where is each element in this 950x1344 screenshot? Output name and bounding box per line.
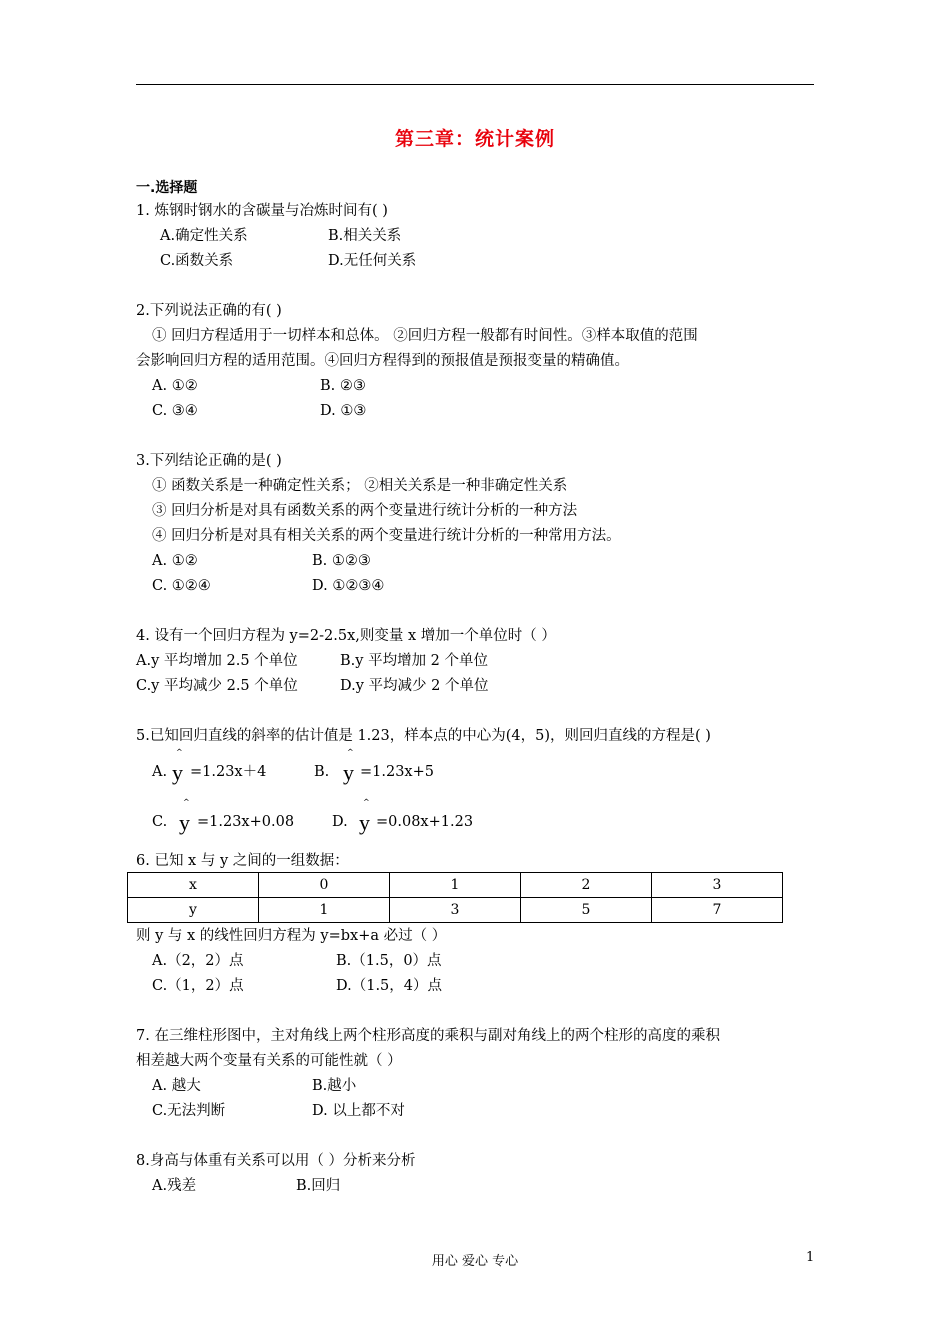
q7-line-2: 相差越大两个变量有关系的可能性就（ ） bbox=[136, 1053, 402, 1069]
q5-stem: 5.已知回归直线的斜率的估计值是 1.23，样本点的中心为(4，5)，则回归直线的方程是( ) bbox=[136, 728, 711, 744]
q2-line-1: ① 回归方程适用于一切样本和总体。 ②回归方程一般都有时间性。③样本取值的范围 bbox=[152, 328, 698, 344]
q4-option-d: D.y 平均减少 2 个单位 bbox=[340, 678, 489, 694]
q6-stem: 6. 已知 x 与 y 之间的一组数据： bbox=[136, 853, 349, 869]
q4-option-b: B.y 平均增加 2 个单位 bbox=[340, 653, 489, 669]
q2-option-a: A. ①② bbox=[152, 378, 198, 394]
q3-line-3: ④ 回归分析是对具有相关关系的两个变量进行统计分析的一种常用方法。 bbox=[152, 528, 621, 544]
q5-option-a-label: A. bbox=[152, 764, 168, 780]
page-title: 第三章：统计案例 bbox=[394, 128, 555, 150]
q4-stem: 4. 设有一个回归方程为 y=2-2.5x,则变量 x 增加一个单位时（ ） bbox=[136, 628, 556, 644]
q5-option-d-label: D. bbox=[332, 814, 348, 830]
q8-stem: 8.身高与体重有关系可以用（ ）分析来分析 bbox=[136, 1153, 416, 1169]
table-row bbox=[128, 898, 783, 923]
table-cell: 2 bbox=[521, 873, 652, 898]
q2-stem: 2.下列说法正确的有( ) bbox=[136, 303, 282, 319]
data-table bbox=[127, 872, 783, 923]
table-cell: 1 bbox=[259, 898, 390, 923]
table-cell: 5 bbox=[521, 898, 652, 923]
q7-option-d: D. 以上都不对 bbox=[312, 1103, 405, 1119]
hat-mark: ^ bbox=[363, 798, 370, 807]
table-cell: 1 bbox=[390, 873, 521, 898]
y-letter: y bbox=[172, 760, 183, 785]
q7-option-b: B.越小 bbox=[312, 1078, 357, 1094]
table-cell: 0 bbox=[259, 873, 390, 898]
q3-option-b: B. ①②③ bbox=[312, 553, 371, 569]
table-cell: y bbox=[128, 898, 259, 923]
q3-stem: 3.下列结论正确的是( ) bbox=[136, 453, 282, 469]
q3-line-1: ① 函数关系是一种确定性关系； ②相关关系是一种非确定性关系 bbox=[152, 478, 568, 494]
table-cell: 7 bbox=[652, 898, 783, 923]
q2-line-2: 会影响回归方程的适用范围。④回归方程得到的预报值是预报变量的精确值。 bbox=[136, 353, 629, 369]
page-number: 1 bbox=[806, 1250, 815, 1265]
header-rule bbox=[136, 84, 814, 85]
q1-stem: 1. 炼钢时钢水的含碳量与冶炼时间有( ) bbox=[136, 203, 388, 219]
q5-option-b-equation: =1.23x+5 bbox=[360, 764, 434, 780]
q3-option-a: A. ①② bbox=[152, 553, 198, 569]
q5-option-a-equation: =1.23x＋4 bbox=[190, 764, 267, 780]
q7-line-1: 7. 在三维柱形图中，主对角线上两个柱形高度的乘积与副对角线上的两个柱形的高度的乘积 bbox=[136, 1028, 720, 1044]
hat-mark: ^ bbox=[176, 748, 183, 757]
q5-option-d-equation: =0.08x+1.23 bbox=[376, 814, 474, 830]
q4-option-a: A.y 平均增加 2.5 个单位 bbox=[136, 653, 298, 669]
q3-option-d: D. ①②③④ bbox=[312, 578, 385, 594]
q5-option-c-label: C. bbox=[152, 814, 168, 830]
q7-option-c: C.无法判断 bbox=[152, 1103, 226, 1119]
y-letter: y bbox=[343, 760, 354, 785]
table-cell: x bbox=[128, 873, 259, 898]
q6-option-c: C.（1，2）点 bbox=[152, 978, 244, 994]
q6-option-d: D.（1.5，4）点 bbox=[336, 978, 443, 994]
q7-option-a: A. 越大 bbox=[152, 1078, 201, 1094]
q1-option-d: D.无任何关系 bbox=[328, 253, 417, 269]
hat-mark: ^ bbox=[347, 748, 354, 757]
q8-option-a: A.残差 bbox=[152, 1178, 197, 1194]
q6-followup: 则 y 与 x 的线性回归方程为 y=bx+a 必过（ ） bbox=[136, 928, 447, 944]
q3-option-c: C. ①②④ bbox=[152, 578, 211, 594]
q1-option-b: B.相关关系 bbox=[328, 228, 402, 244]
q5-option-c-equation: =1.23x+0.08 bbox=[197, 814, 295, 830]
q4-option-c: C.y 平均减少 2.5 个单位 bbox=[136, 678, 298, 694]
q2-option-c: C. ③④ bbox=[152, 403, 198, 419]
table-row bbox=[128, 873, 783, 898]
section-heading: 一.选择题 bbox=[136, 180, 198, 196]
q5-option-b-label: B. bbox=[314, 764, 330, 780]
q2-option-d: D. ①③ bbox=[320, 403, 367, 419]
q3-line-2: ③ 回归分析是对具有函数关系的两个变量进行统计分析的一种方法 bbox=[152, 503, 578, 519]
hat-mark: ^ bbox=[183, 798, 190, 807]
y-letter: y bbox=[179, 810, 190, 835]
table-cell: 3 bbox=[652, 873, 783, 898]
page-footer: 用心 爱心 专心 bbox=[431, 1254, 519, 1269]
q1-option-a: A.确定性关系 bbox=[160, 228, 248, 244]
y-letter: y bbox=[359, 810, 370, 835]
q2-option-b: B. ②③ bbox=[320, 378, 366, 394]
q6-option-b: B.（1.5，0）点 bbox=[336, 953, 442, 969]
q6-option-a: A.（2，2）点 bbox=[152, 953, 244, 969]
table-cell: 3 bbox=[390, 898, 521, 923]
q1-option-c: C.函数关系 bbox=[160, 253, 234, 269]
q8-option-b: B.回归 bbox=[296, 1178, 341, 1194]
